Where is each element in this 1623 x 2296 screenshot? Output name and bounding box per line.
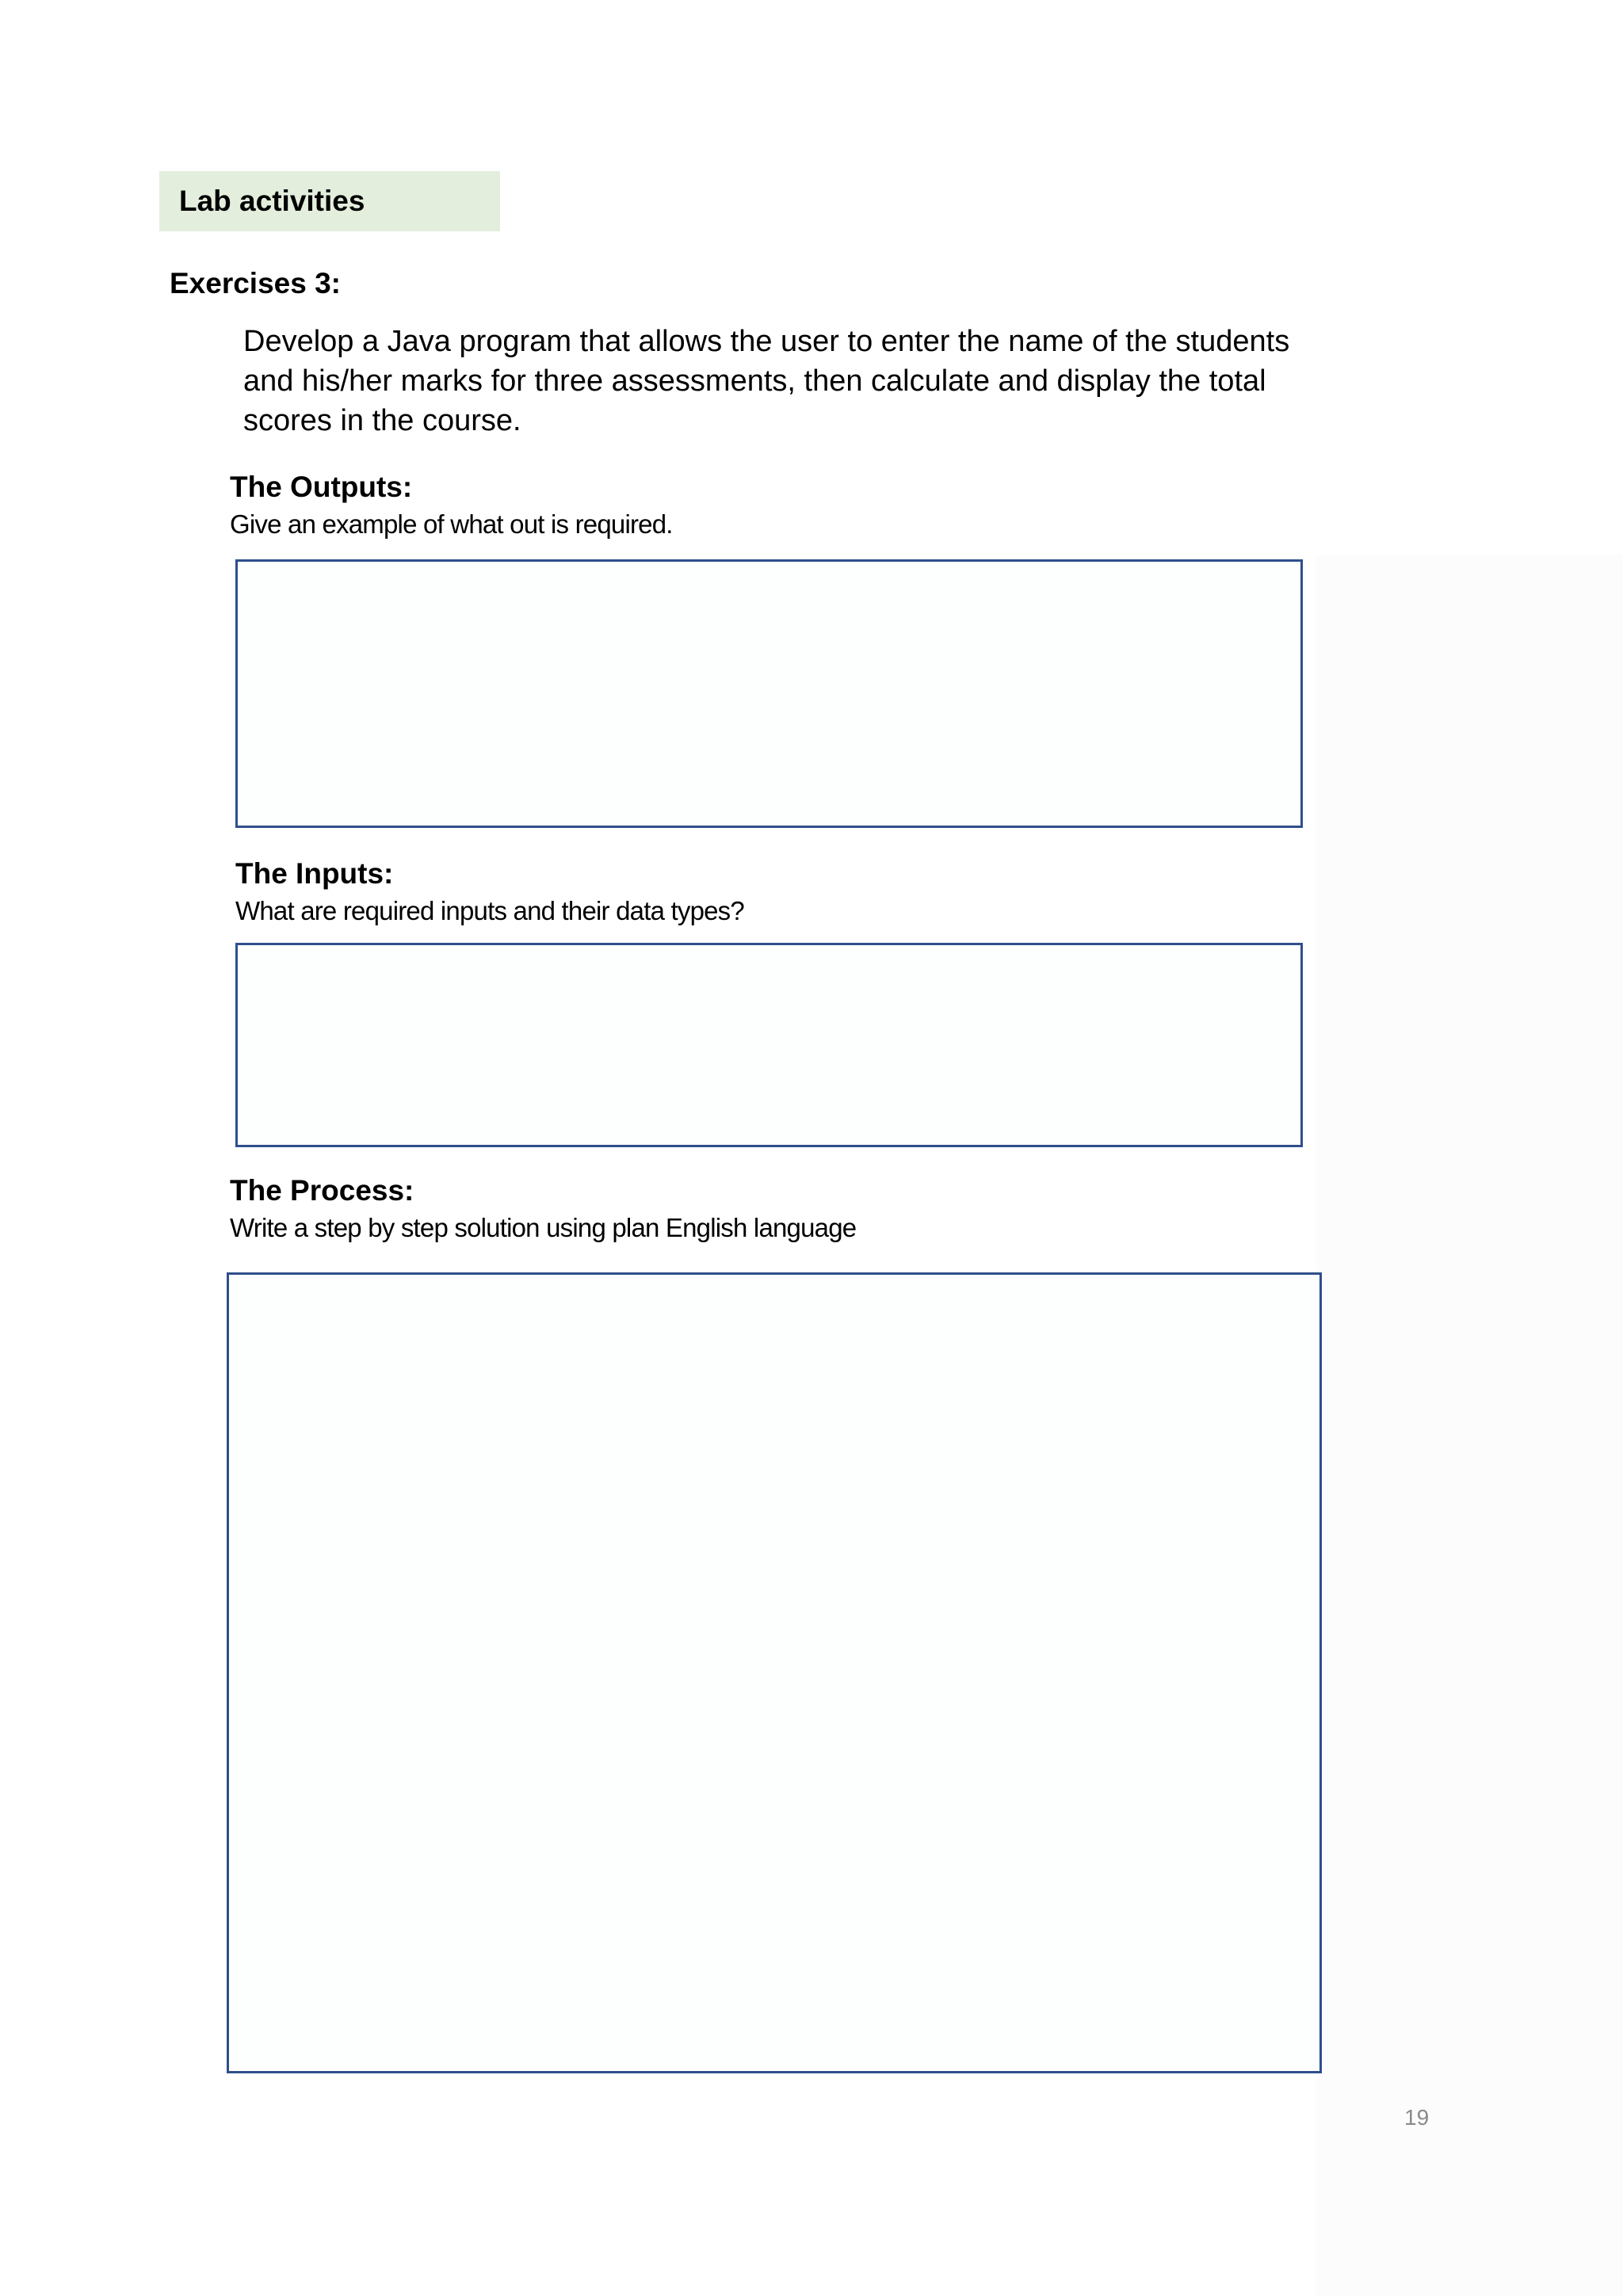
lab-activities-label: Lab activities [179,185,365,217]
inputs-heading: The Inputs: [235,857,394,890]
exercise-description: Develop a Java program that allows the user to enter the name of the students and his/her marks for three assessments, then calculate and display the total scores in the course. [243,325,1290,437]
page-number: 19 [1404,2105,1430,2130]
outputs-heading: The Outputs: [230,471,413,503]
outputs-answer-box[interactable] [235,559,1303,828]
page-shade [1316,555,1623,2296]
process-heading: The Process: [230,1174,414,1207]
outputs-prompt: Give an example of what out is required. [230,509,673,539]
inputs-prompt: What are required inputs and their data types? [235,896,744,925]
process-answer-box[interactable] [227,1272,1322,2073]
process-prompt: Write a step by step solution using plan English language [230,1213,857,1242]
inputs-answer-box[interactable] [235,943,1303,1147]
exercise-title: Exercises 3: [170,267,342,299]
lab-activities-banner [159,171,500,231]
